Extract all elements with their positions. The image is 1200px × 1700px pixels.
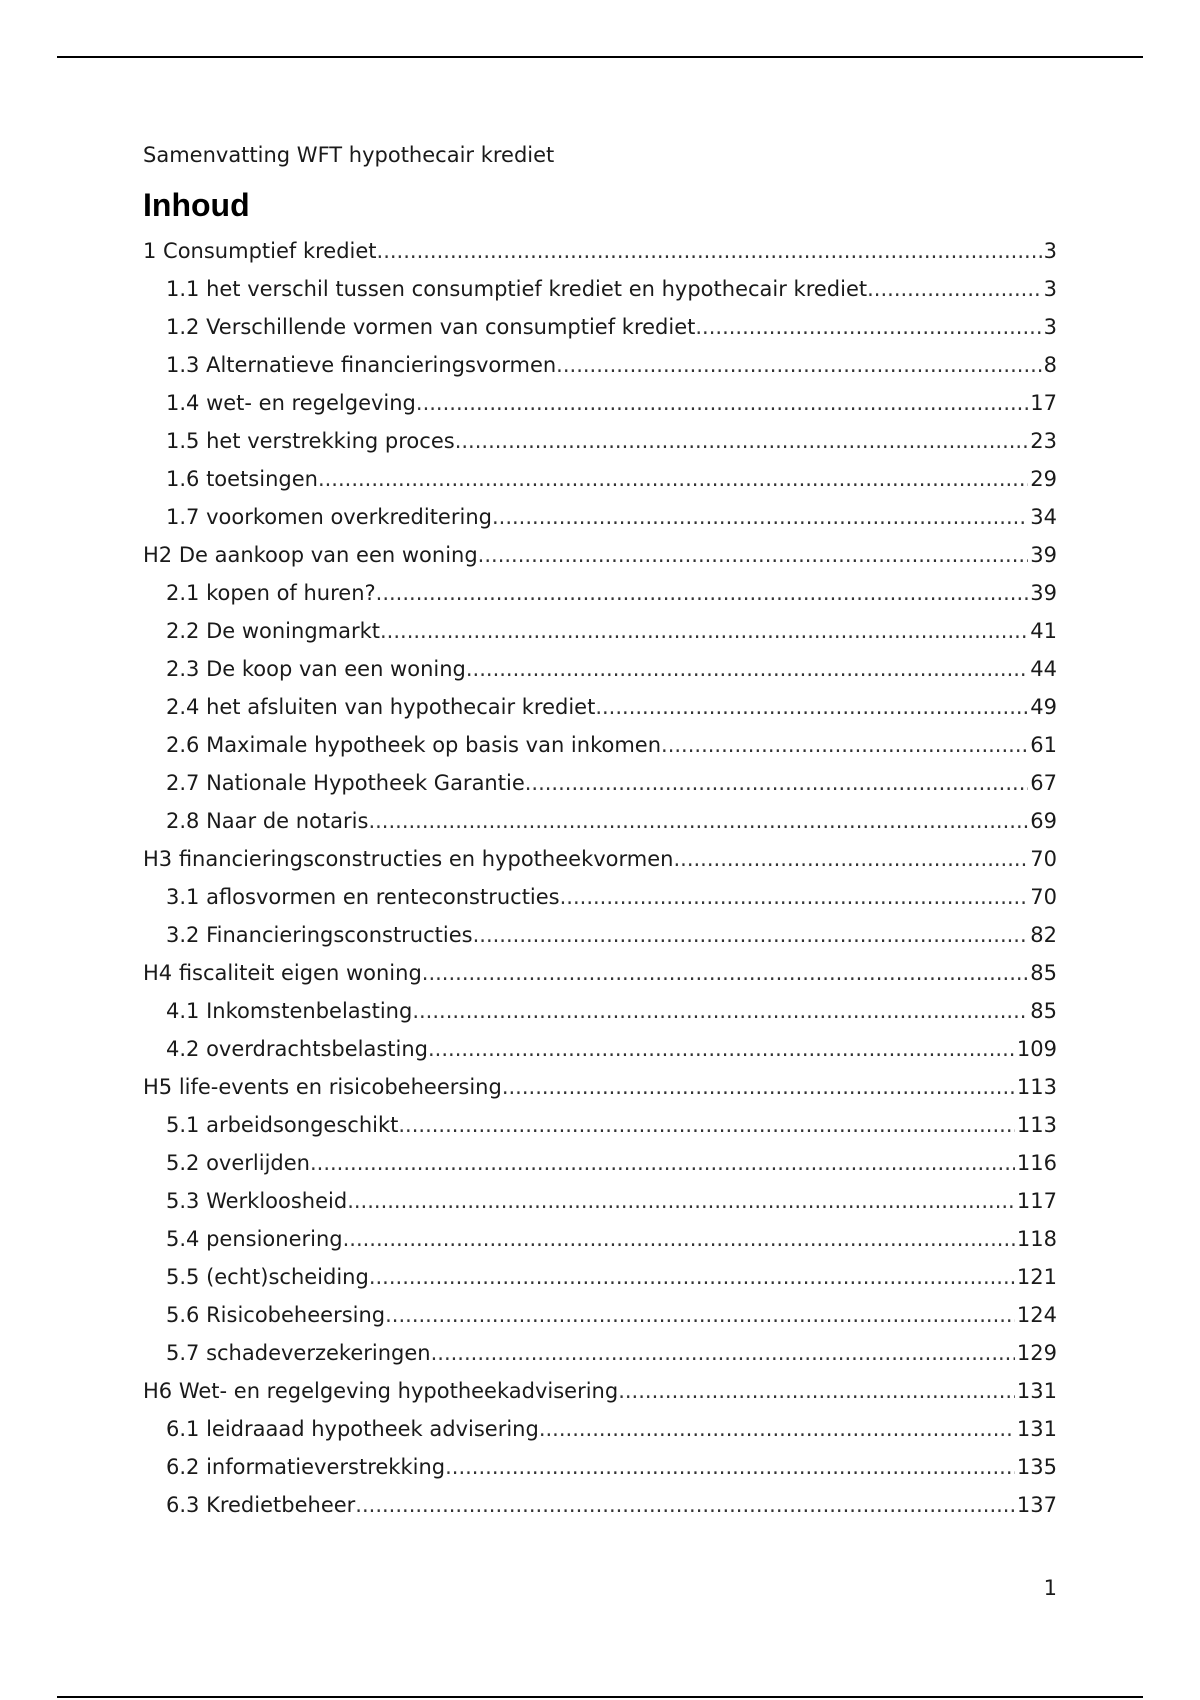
toc-entry-title: 1 Consumptief krediet — [143, 239, 377, 263]
toc-entry[interactable] — [143, 1258, 1057, 1296]
toc-dot-leader — [867, 270, 1042, 308]
toc-entry[interactable] — [143, 1182, 1057, 1220]
toc-entry-title: 5.2 overlijden — [166, 1151, 310, 1175]
toc-entry-title: H3 financieringsconstructies en hypotheekvormen — [143, 847, 674, 871]
toc-entry-title: 2.7 Nationale Hypotheek Garantie — [166, 771, 525, 795]
document-subtitle: Samenvatting WFT hypothecair krediet — [143, 143, 555, 167]
toc-entry-page: 121 — [1016, 1265, 1057, 1289]
toc-entry[interactable] — [143, 688, 1057, 726]
toc-dot-leader — [473, 916, 1029, 954]
toc-dot-leader — [431, 1334, 1015, 1372]
toc-dot-leader — [355, 1486, 1015, 1524]
toc-entry-page: 116 — [1016, 1151, 1057, 1175]
toc-entry-title: 2.6 Maximale hypotheek op basis van inkomen — [166, 733, 662, 757]
toc-entry-title: 5.3 Werkloosheid — [166, 1189, 348, 1213]
toc-entry-page: 113 — [1016, 1075, 1057, 1099]
toc-entry-page: 85 — [1030, 999, 1057, 1023]
toc-entry-page: 137 — [1016, 1493, 1057, 1517]
toc-entry[interactable] — [143, 574, 1057, 612]
toc-entry[interactable] — [143, 954, 1057, 992]
toc-dot-leader — [412, 992, 1028, 1030]
toc-entry[interactable] — [143, 346, 1057, 384]
toc-dot-leader — [380, 612, 1028, 650]
toc-entry[interactable] — [143, 878, 1057, 916]
toc-dot-leader — [428, 1030, 1015, 1068]
toc-entry-title: 2.1 kopen of huren? — [166, 581, 376, 605]
toc-entry-page: 41 — [1030, 619, 1057, 643]
toc-entry-page: 117 — [1016, 1189, 1057, 1213]
toc-entry-title: 1.6 toetsingen — [166, 467, 318, 491]
toc-dot-leader — [398, 1106, 1015, 1144]
toc-entry-page: 118 — [1016, 1227, 1057, 1251]
toc-entry-page: 85 — [1030, 961, 1057, 985]
toc-entry-title: 1.2 Verschillende vormen van consumptief krediet — [166, 315, 696, 339]
toc-entry-title: 6.3 Kredietbeheer — [166, 1493, 356, 1517]
toc-dot-leader — [377, 232, 1042, 270]
toc-dot-leader — [595, 688, 1028, 726]
toc-entry-page: 3 — [1043, 239, 1057, 263]
toc-entry-page: 70 — [1030, 885, 1057, 909]
toc-entry-page: 70 — [1030, 847, 1057, 871]
toc-dot-leader — [539, 1410, 1015, 1448]
toc-entry-title: 6.2 informatieverstrekking — [166, 1455, 446, 1479]
document-body — [143, 140, 1057, 1524]
toc-entry[interactable] — [143, 802, 1057, 840]
toc-entry[interactable] — [143, 308, 1057, 346]
toc-dot-leader — [556, 346, 1041, 384]
toc-entry-title: 5.1 arbeidsongeschikt — [166, 1113, 399, 1137]
toc-entry-page: 3 — [1043, 277, 1057, 301]
toc-entry-page: 135 — [1016, 1455, 1057, 1479]
toc-entry-title: 1.7 voorkomen overkreditering — [166, 505, 492, 529]
toc-entry-title: 2.4 het afsluiten van hypothecair krediet — [166, 695, 596, 719]
toc-dot-leader — [369, 1258, 1015, 1296]
toc-dot-leader — [492, 498, 1028, 536]
toc-entry-title: 5.6 Risicobeheersing — [166, 1303, 386, 1327]
toc-entry-title: 6.1 leidraaad hypotheek advisering — [166, 1417, 539, 1441]
toc-entry[interactable] — [143, 1334, 1057, 1372]
toc-entry[interactable] — [143, 764, 1057, 802]
toc-entry[interactable] — [143, 1486, 1057, 1524]
toc-entry[interactable] — [143, 726, 1057, 764]
toc-entry-title: 3.2 Financieringsconstructies — [166, 923, 473, 947]
toc-entry[interactable] — [143, 232, 1057, 270]
toc-entry[interactable] — [143, 1068, 1057, 1106]
toc-dot-leader — [478, 536, 1029, 574]
toc-entry-title: H4 fiscaliteit eigen woning — [143, 961, 422, 985]
toc-entry[interactable] — [143, 422, 1057, 460]
toc-dot-leader — [416, 384, 1028, 422]
toc-entry-page: 23 — [1030, 429, 1057, 453]
toc-entry-title: 3.1 aflosvormen en renteconstructies — [166, 885, 560, 909]
toc-dot-leader — [385, 1296, 1015, 1334]
toc-dot-leader — [422, 954, 1028, 992]
toc-entry[interactable] — [143, 650, 1057, 688]
toc-entry-title: 5.5 (echt)scheiding — [166, 1265, 369, 1289]
toc-entry[interactable] — [143, 1106, 1057, 1144]
toc-entry[interactable] — [143, 992, 1057, 1030]
toc-entry-page: 82 — [1030, 923, 1057, 947]
toc-entry-page: 129 — [1016, 1341, 1057, 1365]
toc-entry[interactable] — [143, 1296, 1057, 1334]
toc-entry-title: 4.1 Inkomstenbelasting — [166, 999, 413, 1023]
toc-entry[interactable] — [143, 1448, 1057, 1486]
toc-dot-leader — [347, 1182, 1015, 1220]
toc-dot-leader — [455, 422, 1029, 460]
toc-entry-page: 67 — [1030, 771, 1057, 795]
toc-entry-page: 39 — [1030, 581, 1057, 605]
toc-entry-title: 1.3 Alternatieve financieringsvormen — [166, 353, 557, 377]
toc-entry[interactable] — [143, 1410, 1057, 1448]
toc-dot-leader — [695, 308, 1041, 346]
footer-rule — [57, 1696, 1143, 1698]
toc-entry[interactable] — [143, 916, 1057, 954]
toc-dot-leader — [525, 764, 1029, 802]
toc-entry[interactable] — [143, 536, 1057, 574]
toc-entry-page: 61 — [1030, 733, 1057, 757]
toc-entry-page: 131 — [1016, 1417, 1057, 1441]
toc-entry-title: 2.3 De koop van een woning — [166, 657, 466, 681]
toc-entry-title: H2 De aankoop van een woning — [143, 543, 478, 567]
toc-heading: Inhoud — [143, 187, 250, 223]
toc-dot-leader — [618, 1372, 1015, 1410]
toc-entry-page: 34 — [1030, 505, 1057, 529]
toc-entry-title: 1.5 het verstrekking proces — [166, 429, 455, 453]
toc-entry-page: 109 — [1016, 1037, 1057, 1061]
toc-entry[interactable] — [143, 1144, 1057, 1182]
toc-entry-title: 1.4 wet- en regelgeving — [166, 391, 416, 415]
toc-dot-leader — [343, 1220, 1015, 1258]
page-number: 1 — [1043, 1576, 1057, 1600]
toc-dot-leader — [560, 878, 1029, 916]
toc-entry-title: 4.2 overdrachtsbelasting — [166, 1037, 428, 1061]
toc-entry-page: 44 — [1030, 657, 1057, 681]
toc-entry-page: 69 — [1030, 809, 1057, 833]
toc-entry-page: 17 — [1030, 391, 1057, 415]
toc-entry[interactable] — [143, 840, 1057, 878]
toc-entry-page: 113 — [1016, 1113, 1057, 1137]
toc-entry[interactable] — [143, 384, 1057, 422]
header-rule — [57, 56, 1143, 58]
toc-entry-page: 3 — [1043, 315, 1057, 339]
toc-entry-page: 29 — [1030, 467, 1057, 491]
toc-dot-leader — [376, 574, 1029, 612]
toc-entry[interactable] — [143, 270, 1057, 308]
toc-entry-title: H6 Wet- en regelgeving hypotheekadvisering — [143, 1379, 619, 1403]
toc-dot-leader — [502, 1068, 1015, 1106]
toc-dot-leader — [368, 802, 1028, 840]
toc-entry-page: 49 — [1030, 695, 1057, 719]
toc-entry[interactable] — [143, 1030, 1057, 1068]
toc-entry[interactable] — [143, 612, 1057, 650]
toc-dot-leader — [310, 1144, 1015, 1182]
toc-entry-title: 2.2 De woningmarkt — [166, 619, 380, 643]
toc-dot-leader — [445, 1448, 1015, 1486]
toc-entry[interactable] — [143, 460, 1057, 498]
toc-entry-title: 5.7 schadeverzekeringen — [166, 1341, 431, 1365]
toc-entry-title: 5.4 pensionering — [166, 1227, 343, 1251]
toc-entry-title: 1.1 het verschil tussen consumptief krediet en hypothecair krediet — [166, 277, 868, 301]
toc-dot-leader — [673, 840, 1028, 878]
toc-entry[interactable] — [143, 1372, 1057, 1410]
toc-entry-title: 2.8 Naar de notaris — [166, 809, 369, 833]
toc-dot-leader — [661, 726, 1028, 764]
toc-dot-leader — [318, 460, 1028, 498]
toc-entry-title: H5 life-events en risicobeheersing — [143, 1075, 502, 1099]
table-of-contents — [143, 232, 1057, 1524]
toc-dot-leader — [466, 650, 1028, 688]
toc-entry[interactable] — [143, 1220, 1057, 1258]
toc-entry-page: 39 — [1030, 543, 1057, 567]
toc-entry-page: 8 — [1043, 353, 1057, 377]
toc-entry-page: 131 — [1016, 1379, 1057, 1403]
toc-entry[interactable] — [143, 498, 1057, 536]
toc-entry-page: 124 — [1016, 1303, 1057, 1327]
